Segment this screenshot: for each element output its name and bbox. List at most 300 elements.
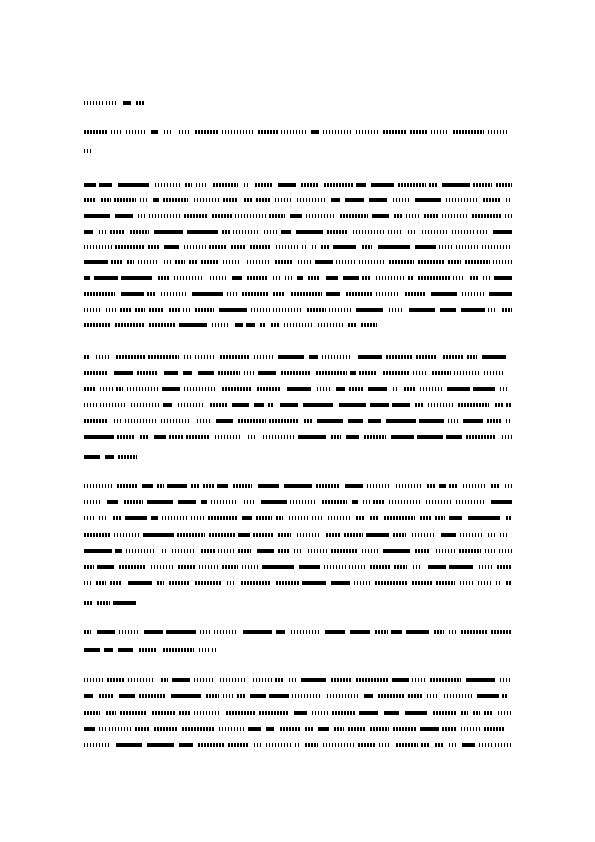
word-mark <box>208 516 238 520</box>
word-mark <box>379 743 390 747</box>
word-mark <box>222 387 252 391</box>
word-mark <box>303 403 333 407</box>
word-mark <box>244 371 254 375</box>
word-mark <box>186 435 210 439</box>
word-mark <box>345 484 363 488</box>
word-mark <box>135 727 150 731</box>
word-mark <box>271 323 280 327</box>
word-mark <box>161 678 168 682</box>
word-mark <box>84 484 112 488</box>
word-mark <box>256 198 270 202</box>
word-mark <box>228 743 248 747</box>
word-mark <box>408 694 422 698</box>
text-line <box>0 727 595 731</box>
word-mark <box>348 323 357 327</box>
word-mark <box>149 214 181 218</box>
word-mark <box>100 403 125 407</box>
word-mark <box>442 214 467 218</box>
word-mark <box>384 711 399 715</box>
word-mark <box>97 565 114 569</box>
word-mark <box>115 323 145 327</box>
word-mark <box>496 581 502 585</box>
word-mark <box>254 355 273 359</box>
word-mark <box>348 419 363 423</box>
word-mark <box>84 500 102 504</box>
word-mark <box>247 276 268 280</box>
word-mark <box>278 533 291 537</box>
word-mark <box>281 371 311 375</box>
word-mark <box>84 419 108 423</box>
word-mark <box>348 727 366 731</box>
word-mark <box>175 260 185 264</box>
text-line <box>0 245 595 249</box>
word-mark <box>84 533 111 537</box>
word-mark <box>242 516 252 520</box>
word-mark <box>172 549 195 553</box>
word-mark <box>448 419 458 423</box>
word-mark <box>268 403 274 407</box>
word-mark <box>298 435 326 439</box>
word-mark <box>187 230 218 234</box>
text-line <box>0 648 595 652</box>
word-mark <box>420 387 443 391</box>
word-mark <box>151 130 158 134</box>
word-mark <box>370 403 389 407</box>
word-mark <box>478 581 492 585</box>
text-line <box>0 711 595 715</box>
word-mark <box>191 484 200 488</box>
word-mark <box>182 727 214 731</box>
word-mark <box>393 727 417 731</box>
word-mark <box>196 183 208 187</box>
word-mark <box>201 260 218 264</box>
word-mark <box>465 260 490 264</box>
word-mark <box>292 694 322 698</box>
word-mark <box>247 260 270 264</box>
word-mark <box>327 694 359 698</box>
word-mark <box>195 130 218 134</box>
word-mark <box>329 308 352 312</box>
word-mark <box>496 183 512 187</box>
word-mark <box>97 630 115 634</box>
word-mark <box>393 198 410 202</box>
word-mark <box>166 630 196 634</box>
word-mark <box>194 678 215 682</box>
word-mark <box>244 198 252 202</box>
word-mark <box>250 694 266 698</box>
word-mark <box>253 678 272 682</box>
word-mark <box>493 260 512 264</box>
word-mark <box>276 630 285 634</box>
word-mark <box>269 419 299 423</box>
word-mark <box>227 292 238 296</box>
word-mark <box>201 549 215 553</box>
word-mark <box>84 214 110 218</box>
word-mark <box>406 630 429 634</box>
word-mark <box>276 516 283 520</box>
word-mark <box>418 276 450 280</box>
word-mark <box>84 276 90 280</box>
word-mark <box>430 678 461 682</box>
word-mark <box>94 276 118 280</box>
word-mark <box>84 648 100 652</box>
word-mark <box>289 678 296 682</box>
word-mark <box>172 678 190 682</box>
word-mark <box>396 743 418 747</box>
word-mark <box>312 245 318 249</box>
word-mark <box>244 500 256 504</box>
word-mark <box>218 371 240 375</box>
word-mark <box>299 565 320 569</box>
word-mark <box>84 355 90 359</box>
word-mark <box>257 549 274 553</box>
word-mark <box>435 516 445 520</box>
word-mark <box>470 276 479 280</box>
word-mark <box>484 711 493 715</box>
word-mark <box>448 260 461 264</box>
word-mark <box>305 743 318 747</box>
word-mark <box>440 308 456 312</box>
word-mark <box>117 435 135 439</box>
word-mark <box>256 516 272 520</box>
word-mark <box>114 371 133 375</box>
word-mark <box>506 419 512 423</box>
word-mark <box>318 727 329 731</box>
word-mark <box>477 230 487 234</box>
word-mark <box>189 260 198 264</box>
word-mark <box>305 727 314 731</box>
word-mark <box>259 711 289 715</box>
word-mark <box>258 130 278 134</box>
word-mark <box>248 727 261 731</box>
word-mark <box>163 403 172 407</box>
word-mark <box>461 711 468 715</box>
word-mark <box>491 630 512 634</box>
word-mark <box>96 581 106 585</box>
word-mark <box>297 533 321 537</box>
word-mark <box>454 371 480 375</box>
text-line <box>0 355 595 359</box>
word-mark <box>332 711 355 715</box>
word-mark <box>291 630 320 634</box>
word-mark <box>488 533 497 537</box>
word-mark <box>119 630 138 634</box>
word-mark <box>344 533 363 537</box>
word-mark <box>383 549 410 553</box>
word-mark <box>227 581 236 585</box>
word-mark <box>151 565 174 569</box>
word-mark <box>201 500 207 504</box>
word-mark <box>359 371 377 375</box>
word-mark <box>456 500 486 504</box>
word-mark <box>167 484 187 488</box>
word-mark <box>115 245 144 249</box>
word-mark <box>161 419 191 423</box>
word-mark <box>466 678 495 682</box>
word-mark <box>362 549 379 553</box>
word-mark <box>84 183 96 187</box>
word-mark <box>222 230 230 234</box>
text-line <box>0 565 595 569</box>
word-mark <box>483 198 500 202</box>
word-mark <box>223 694 233 698</box>
word-mark <box>111 260 123 264</box>
word-mark <box>393 387 399 391</box>
word-mark <box>213 183 238 187</box>
word-mark <box>120 308 132 312</box>
word-mark <box>358 355 382 359</box>
word-mark <box>155 183 180 187</box>
word-mark <box>232 276 242 280</box>
word-mark <box>363 500 370 504</box>
word-mark <box>449 743 456 747</box>
word-mark <box>280 727 301 731</box>
word-mark <box>177 533 205 537</box>
word-mark <box>371 183 394 187</box>
word-mark <box>316 484 339 488</box>
word-mark <box>331 435 341 439</box>
word-mark <box>219 727 244 731</box>
word-mark <box>426 500 451 504</box>
word-mark <box>139 648 157 652</box>
word-mark <box>308 276 320 280</box>
word-mark <box>84 323 110 327</box>
word-mark <box>506 198 512 202</box>
word-mark <box>349 387 364 391</box>
word-mark <box>137 371 158 375</box>
word-mark <box>153 198 159 202</box>
word-mark <box>446 198 478 202</box>
word-mark <box>99 694 113 698</box>
word-mark <box>412 581 432 585</box>
word-mark <box>461 727 480 731</box>
word-mark <box>408 276 414 280</box>
word-mark <box>124 500 143 504</box>
word-mark <box>161 292 187 296</box>
word-mark <box>106 308 116 312</box>
word-mark <box>210 403 228 407</box>
word-mark <box>324 183 353 187</box>
word-mark <box>109 727 131 731</box>
word-mark <box>219 308 247 312</box>
word-mark <box>413 565 422 569</box>
word-mark <box>199 565 219 569</box>
word-mark <box>483 276 491 280</box>
word-mark <box>128 581 152 585</box>
word-mark <box>276 581 299 585</box>
word-mark <box>420 727 439 731</box>
word-mark <box>104 648 113 652</box>
word-mark <box>242 565 258 569</box>
word-mark <box>84 455 100 459</box>
word-mark <box>495 403 503 407</box>
word-mark <box>315 260 333 264</box>
word-mark <box>206 694 219 698</box>
word-mark <box>499 549 512 553</box>
word-mark <box>406 214 419 218</box>
word-mark <box>84 403 97 407</box>
word-mark <box>384 516 415 520</box>
word-mark <box>458 403 489 407</box>
word-mark <box>269 694 289 698</box>
word-mark <box>298 260 311 264</box>
word-mark <box>119 694 135 698</box>
text-line <box>0 230 595 234</box>
word-mark <box>148 355 179 359</box>
word-mark <box>358 743 376 747</box>
word-mark <box>114 419 121 423</box>
word-mark <box>317 387 332 391</box>
text-line <box>0 101 595 105</box>
word-mark <box>264 230 277 234</box>
word-mark <box>295 743 301 747</box>
word-mark <box>117 484 138 488</box>
word-mark <box>126 130 147 134</box>
text-line <box>0 183 595 187</box>
word-mark <box>322 500 347 504</box>
word-mark <box>212 648 218 652</box>
word-mark <box>140 435 149 439</box>
word-mark <box>327 230 348 234</box>
word-mark <box>389 308 404 312</box>
word-mark <box>158 276 170 280</box>
word-mark <box>106 101 118 105</box>
word-mark <box>100 387 113 391</box>
word-mark <box>383 130 406 134</box>
word-mark <box>356 678 388 682</box>
word-mark <box>162 516 188 520</box>
word-mark <box>195 355 216 359</box>
word-mark <box>222 130 254 134</box>
word-mark <box>446 435 462 439</box>
word-mark <box>198 371 214 375</box>
word-mark <box>266 743 291 747</box>
word-mark <box>178 500 196 504</box>
word-mark <box>421 743 430 747</box>
word-mark <box>84 630 91 634</box>
word-mark <box>359 260 385 264</box>
word-mark <box>463 484 486 488</box>
word-mark <box>273 308 303 312</box>
word-mark <box>346 435 359 439</box>
word-mark <box>183 308 191 312</box>
word-mark <box>123 101 131 105</box>
word-mark <box>278 183 296 187</box>
word-mark <box>306 214 336 218</box>
word-mark <box>290 214 302 218</box>
word-mark <box>164 371 178 375</box>
word-mark <box>373 500 385 504</box>
word-mark <box>420 516 431 520</box>
word-mark <box>415 245 436 249</box>
word-mark <box>466 435 496 439</box>
word-mark <box>179 711 190 715</box>
word-mark <box>422 230 447 234</box>
word-mark <box>340 214 368 218</box>
word-mark <box>410 130 428 134</box>
word-mark <box>278 549 290 553</box>
word-mark <box>484 727 504 731</box>
word-mark <box>336 387 345 391</box>
text-line <box>0 371 595 375</box>
word-mark <box>392 678 409 682</box>
word-mark <box>409 308 435 312</box>
word-mark <box>162 387 180 391</box>
word-mark <box>460 533 484 537</box>
word-mark <box>370 565 390 569</box>
text-line <box>0 149 595 153</box>
word-mark <box>312 516 324 520</box>
text-line <box>0 678 595 682</box>
word-mark <box>497 565 512 569</box>
word-mark <box>472 214 501 218</box>
word-mark <box>505 214 512 218</box>
text-line <box>0 500 595 504</box>
word-mark <box>99 230 106 234</box>
word-mark <box>169 435 183 439</box>
word-mark <box>114 533 140 537</box>
word-mark <box>278 355 304 359</box>
word-mark <box>154 727 177 731</box>
word-mark <box>258 371 276 375</box>
word-mark <box>323 743 354 747</box>
word-mark <box>473 711 480 715</box>
word-mark <box>235 214 266 218</box>
text-line <box>0 260 595 264</box>
word-mark <box>369 198 387 202</box>
word-mark <box>370 516 378 520</box>
word-mark <box>339 403 366 407</box>
word-mark <box>258 484 279 488</box>
word-mark <box>281 130 307 134</box>
word-mark <box>110 581 122 585</box>
word-mark <box>118 455 137 459</box>
word-mark <box>428 565 446 569</box>
word-mark <box>417 435 443 439</box>
word-mark <box>468 516 500 520</box>
word-mark <box>431 130 448 134</box>
word-mark <box>396 484 422 488</box>
word-mark <box>322 355 352 359</box>
word-mark <box>328 516 351 520</box>
word-mark <box>209 533 235 537</box>
word-mark <box>413 371 427 375</box>
word-mark <box>366 533 389 537</box>
word-mark <box>212 323 230 327</box>
word-mark <box>439 484 446 488</box>
word-mark <box>275 678 283 682</box>
word-mark <box>375 581 407 585</box>
text-line <box>0 198 595 202</box>
word-mark <box>84 743 111 747</box>
text-line <box>0 549 595 553</box>
word-mark <box>101 198 111 202</box>
word-mark <box>220 678 247 682</box>
word-mark <box>500 533 507 537</box>
word-mark <box>144 630 163 634</box>
word-mark <box>223 260 241 264</box>
word-mark <box>248 435 257 439</box>
word-mark <box>318 323 344 327</box>
word-mark <box>200 630 211 634</box>
word-mark <box>154 230 183 234</box>
word-mark <box>442 727 456 731</box>
word-mark <box>415 549 430 553</box>
word-mark <box>287 387 311 391</box>
word-mark <box>131 403 160 407</box>
word-mark <box>434 630 444 634</box>
word-mark <box>477 694 499 698</box>
